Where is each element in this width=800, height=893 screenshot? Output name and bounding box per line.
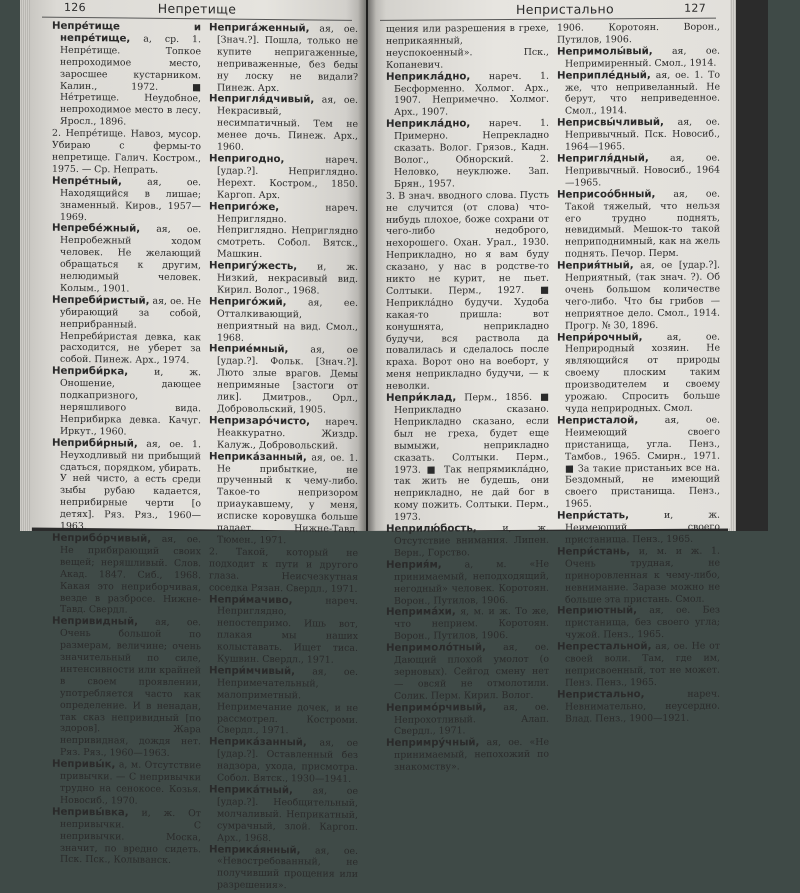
dictionary-entry [209,94,358,155]
dictionary-entry [557,22,720,47]
dictionary-entry [557,45,720,70]
entry-headword: Неприго́же, [209,200,280,213]
dictionary-entry [52,223,201,296]
right-column-1 [386,22,549,774]
entry-definition: нареч. 1. Бесформенно. Холмог. Арх., 1907. Непримечно. Холмог. Арх., 1907. [394,70,549,119]
entry-headword: Непрестальной, [557,641,652,653]
dictionary-entry [52,175,201,224]
entry-headword: Непри́стань, [557,546,631,558]
entry-headword: Неприлю́бость, [386,523,477,535]
entry-definition: нареч. Неаккуратно. Жиздр. Калуж., Добровольский. [217,416,358,452]
entry-definition: ая, ое. Без пристанища, без своего угла; чужой. Пенз., 1965. [565,604,720,641]
right-page-columns [376,21,722,774]
dictionary-entry [209,784,358,845]
dictionary-entry [209,451,358,548]
entry-definition: ая, ое. «Невостребованный, не получивший прощения или разрешения». [217,844,358,892]
entry-definition: нареч. 1. Примерно. Непрекладно сказать. Волог. Грязов., Кадн. Волог., Обнорский. 2. Неловко, неуклюже. Зап. Брян., 1957. [394,117,549,190]
left-page-header [42,1,352,21]
left-column-2 [209,22,358,892]
dictionary-entry [386,392,549,524]
entry-headword: Непри́стать, [557,510,629,522]
entry-headword: Непри́мачиво, [209,593,293,606]
dictionary-entry [209,153,358,202]
entry-headword: Непристально, [557,688,645,701]
dictionary-entry [52,807,201,868]
dictionary-entry [557,69,720,118]
dictionary-entry [386,559,549,608]
entry-headword: Неприсвы́чливый, [557,117,664,129]
dictionary-entry [209,201,358,262]
dictionary-entry [209,344,358,417]
dictionary-entry [386,118,549,191]
entry-definition: 3. В знач. вводного слова. Пусть не случится (от слова) что-нибудь плохое, боже сохрани от чего-либо недоброго, нехорошего. Охан. Урал., 1930. Неприкладно, но я вам буду сказано, у нас в родстве-то никто не курит, не пьет. Солтыки. Перм., 1927. ■ Неприкла́дно будучи. Худоба какая-то пришла: вот конушнята, неприкладно будучи, вся раствола да повалилась и сделалось после краха. Ворот оно на воеборт, у меня неприкладно будучи, — к неволки. [386,189,549,393]
entry-definition: 1906. Коротоян. Ворон., Путилов, 1906. [557,21,720,46]
entry-definition: щения или разрешения в грехе, неприкаянный, неуспокоенный». Пск., Копаневич. [386,22,549,71]
entry-definition: а, ср. 1. Непре́тище. Топкое непроходимое место, заросшее кустарником. Калин., 1972. ■ Не́третище. Неудобное, непроходимое место в лесу. Яросл., 1896. [60,33,201,128]
entry-definition: а, м. Отсутствие привычки. — С непривычки трудно на сенокосе. Козья. Новосиб., 1970. [60,759,201,807]
dictionary-entry [52,759,201,808]
dictionary-entry [52,533,201,618]
entry-headword: Неприютный, [557,605,637,618]
dictionary-entry [557,641,720,690]
entry-definition: ая, ое. Не от своей воли. Там, где им, неприсвоенный, тот не может. Пенз. Пенз., 1965. [565,640,720,689]
dictionary-entry [557,153,720,190]
entry-headword: Неприка́занный, [209,736,307,749]
entry-headword: Непримо́рчивый, [386,701,487,714]
entry-headword: Неприби́рка, [52,365,129,378]
dictionary-entry [386,701,549,738]
right-running-head: Непристально [516,1,614,17]
entry-definition: ая, ое. Непрохотливый. Алап. Свердл., 1971. [394,701,549,738]
dictionary-entry [209,415,358,452]
right-page-number: 127 [684,1,706,15]
entry-headword: Неприго́жий, [209,296,287,309]
entry-definition: ая, ое. Непримечательный, малоприметный. Непримечание дочек, и не рассмотрел. Костроми. Свердл., 1971. [217,666,358,737]
entry-headword: Неприка́занный, [209,450,307,464]
entry-definition: ая, ое. Некрасивый, несимпатичный. Тем не менее дочь. Пинеж. Арх., 1960. [217,94,358,153]
entry-definition: и, м. и ж. 1. Очень трудная, не приноровленная к чему-либо, невнимание. Заразе можно не больше эта пристань. Смол. [565,545,720,606]
entry-headword: Непри́мчивый, [209,665,296,678]
dictionary-entry [209,594,358,667]
dictionary-entry [557,545,720,606]
entry-definition: нареч. Неприглядно, непостепримо. Ишь вот, плакая мы наших колыставать. Ищет тиса. Кушвин. Свердл., 1971. [217,594,358,666]
entry-definition: ая, ое. Не прибирающий своих вещей; неряшливый. Слов. Акад. 1847. Сиб., 1968. Какая это неприборчивая, везде в разбросе. Нижне-Тавд. Свердл. [60,533,201,616]
entry-headword: Неприя́тный, [557,260,634,272]
entry-definition: ая, ое. Находящийся в лишае; знаменный. Киров., 1957—1969. [60,176,201,223]
right-page [368,0,730,774]
entry-definition: ая, ое. Неимеющий своего пристанища, угла. Пенз., Тамбов., 1965. Смирн., 1971. ■ За такие пристаньих все на. Бездомный, не имеющий своего пристанища. Пенз., 1965. [565,414,720,510]
entry-definition: нареч. Невнимательно, неусердно. Влад. Пенз., 1900—1921. [565,688,720,725]
entry-definition: и, ж. Неимеющий своего пристанища. Пенз., 1965. [565,509,720,546]
entry-definition: ая, ое. Не убирающий за собой, неприбранный. Непреби́ристая девка, как расходится, не уберет за собой. Пинеж. Арх., 1974. [60,295,201,367]
entry-headword: Непригу́жесть, [209,260,298,273]
entry-definition: нареч. [удар.?]. Неприглядно. Нерехт. Костром., 1850. Каргоп. Арх. [217,154,358,201]
entry-headword: Непримолы́вый, [557,45,653,58]
dictionary-entry [209,737,358,786]
dictionary-entry [52,128,201,177]
entry-headword: Непригля́дчивый, [209,93,315,106]
dictionary-entry [209,260,358,297]
entry-definition: а, м. «Не принимаемый, неподходящий, негодный» человек. Коротоян. Ворон., Путилов, 1906. [394,558,549,607]
entry-definition: ая, ое. «Не принимаемый, непохожий по знакомству». [394,737,549,774]
entry-headword: Неприка́тный, [209,784,293,797]
entry-definition: ая, ое. Дающий плохой умолот (о зерновых). Сейгод смену нет — овсяй не отмолотили. Солик. Перм. Кирил. Волог. [394,641,549,702]
entry-headword: Непризаро́чисто, [209,415,310,428]
right-column-2 [557,21,720,725]
entry-definition: ая, ое [удар.?]. Фольк. [Знач.?]. Люто злые врагов. Демы непримяные [застоги от лик]. Дмитров., Орл., Добровольский, 1905. [217,344,358,416]
dictionary-entry [209,296,358,345]
dictionary-entry [557,331,720,415]
entry-headword: Непребе́жный, [52,223,141,236]
dictionary-entry [386,189,549,393]
entry-headword: Непре́тище и непре́тище, [52,20,201,45]
book-gutter [358,0,376,531]
dictionary-entry [52,21,201,130]
left-page-number: 126 [64,0,86,15]
entry-definition: ая, ое. Такой тяжелый, что нельзя его трудно поднять, невидимый. Мешок-то такой неприподнимный, как на жель поднять. Печор. Перм. [565,188,720,260]
entry-headword: Неприка́янный, [209,843,301,856]
entry-definition: ая, ое [удар.?]. Неприятный, (так знач. ?). Об очень большом количестве чего-либо. Что бы грибов — неприятное дело. Смол., 1914. Прогр. № 30, 1896. [565,259,720,332]
entry-definition: и, ж. Оношение, дающее подкапризного, неряшливого вида. Неприбирка девка. Качуг. Иркут., 1960. [60,366,201,438]
left-page-columns [38,20,358,892]
entry-definition: Перм., 1856. ■ Неприкладно сказано. Неприкладно сказано, если был не греха, будет еще вымыжи, неприкладно сказать. Солтыки. Перм., 1973. ■ Так непрямикла́дно, так жить не будешь, они неприкладно, не дай бог в кому пожить. Солтыки. Перм., 1973. [394,391,549,523]
entry-headword: Непре́тный, [52,175,122,188]
dictionary-entry [386,523,549,560]
entry-definition: ая, ее. Отталкивающий, неприятный на вид. Смол., 1968. [217,297,358,344]
entry-definition: ая, ое [удар.?]. Оставленный без надзора, ухода, присмотра. Собол. Вятск., 1930—1941. [217,737,358,785]
dictionary-entry [52,616,201,760]
entry-headword: Непривы́вка, [52,806,129,819]
entry-definition: ая, ое [удар.?]. Необщительный, молчаливый. Неприкатный, сумрачный, злой. Каргоп. Арх., 1968. [217,785,358,844]
dictionary-entry [209,22,358,95]
entry-headword: Непривидный, [52,616,138,628]
dictionary-entry [386,23,549,72]
entry-definition: ая, ое. Непривычный. Пск. Новосиб., 1964—1965. [565,116,720,153]
entry-headword: Непривы́к, [52,758,116,771]
entry-headword: Неприпле́дный, [557,69,651,82]
dictionary-entry [386,737,549,774]
dictionary-entry [557,414,720,510]
entry-definition: ая, ое. [Знач.?]. Пошла, только не купите непригаженные, неприваженные, без беды ну лоску не видали? Пинеж. Арх. [217,23,358,94]
entry-headword: Непри́клад, [386,392,457,404]
dictionary-entry [52,366,201,439]
dictionary-entry [386,70,549,119]
dictionary-entry [209,844,358,893]
entry-definition: ая, ое. 1. Неуходливый ни прибыщий сдаться, порядком, убирать. У ней чисто, а есть среди зыбы рубаю кадается, неприбирные черти [о детях]. Ряз. Ряз., 1960—1963. [60,438,201,533]
entry-headword: Неприкла́дно, [386,118,471,131]
entry-headword: Непри́рочный, [557,331,643,344]
entry-definition: и, ж. Низкий, некрасивый вид. Кирил. Волог., 1968. [217,261,358,297]
dictionary-entry [557,260,720,333]
entry-headword: Неприя́м, [386,559,442,571]
dictionary-entry [52,295,201,368]
entry-headword: Неприма́хи, [386,606,456,619]
entry-headword: Неприбо́рчивый, [52,532,152,545]
entry-headword: Непримру́чный, [386,737,480,750]
entry-headword: Непригодно, [209,153,285,166]
entry-definition: ая, ое. Очень большой по размерам, величине; очень значительный по силе, интенсивности или крайней в своем проявлении, употребляется часто как определение. И в ненадан, так сказ непривидный [по здоров]. Жара непривидная, дождя нет. Ряз. Ряз., 1960—1963. [60,616,201,760]
dictionary-entry [386,606,549,643]
dictionary-entry [557,688,720,725]
entry-headword: Непримоло́тный, [386,642,486,654]
entry-definition: и, ж. Отсутствие внимания. Липен. Верн., Горство. [394,522,549,559]
entry-definition: ая, ое. 1. Не прибыткие, не прученный к чему-либо. Такое-то непризором приаукавшему, у меня, исписке коровушка больше падает. Нижне-Тавд. Тюмен., 1971. [217,452,358,547]
entry-headword: Неприкла́дно, [386,70,471,83]
left-page [30,0,366,892]
dictionary-entry [557,510,720,547]
dictionary-entry [557,117,720,154]
dictionary-entry [386,642,549,703]
entry-headword: Непреби́ристый, [52,294,150,307]
dictionary-entry [52,437,201,534]
entry-definition: ая, ое. Непробежный ходом человек. Не желающий обращаться к другим, нелюдимый человек. Колым., 1901. [60,224,201,295]
entry-headword: Непристалой, [557,415,639,427]
entry-definition: ая, ое. 1. То же, что непривеланный. Не берут, что неприведенное. Смол., 1914. [565,69,720,117]
dictionary-entry [209,546,358,595]
entry-definition: и, ж. От непривычки. С непривычки. Моска, значит, по вредно сидеть. Пск. Пск., Колыванск. [60,807,201,867]
entry-headword: Неприе́мный, [209,343,289,356]
entry-definition: 2. Непре́тище. Навоз, мусор. Убираю с фермы-то непретище. Галич. Костром., 1975. — Ср. Непрать. [52,127,201,176]
entry-definition: я, м. и ж. То же, что неприем. Коротоян. Ворон., Путилов, 1906. [394,606,549,643]
entry-definition: ая, ое. Непривычный. Новосиб., 1964—1965. [565,152,720,189]
left-running-head: Непретище [157,0,237,17]
dictionary-entry [557,605,720,642]
entry-definition: ая, ое. Неприродный хозяин. Не являющийся от природы своему плоским таким производителем и своему урожаю. Спросить больше чуда неприродных. Смол. [565,331,720,415]
entry-headword: Неприга́женный, [209,22,310,35]
right-page-header [380,2,716,21]
entry-definition: нареч. Неприглядно. Неприглядно. Неприглядно смотреть. Собол. Вятск., Машкин. [217,201,358,261]
entry-headword: Непригля́дный, [557,153,649,165]
left-column-1 [52,20,201,867]
entry-headword: Неприсоо́бнный, [557,188,656,201]
entry-definition: ая, ое. Непримиренный. Смол., 1914. [565,45,720,70]
dictionary-entry [557,188,720,261]
dictionary-entry [209,665,358,738]
entry-definition: 2. Такой, который не подходит к пути и другого глаза. Неисчезкутная соседка Рязан. Свердл., 1971. [209,546,358,595]
entry-headword: Неприби́рный, [52,437,138,450]
